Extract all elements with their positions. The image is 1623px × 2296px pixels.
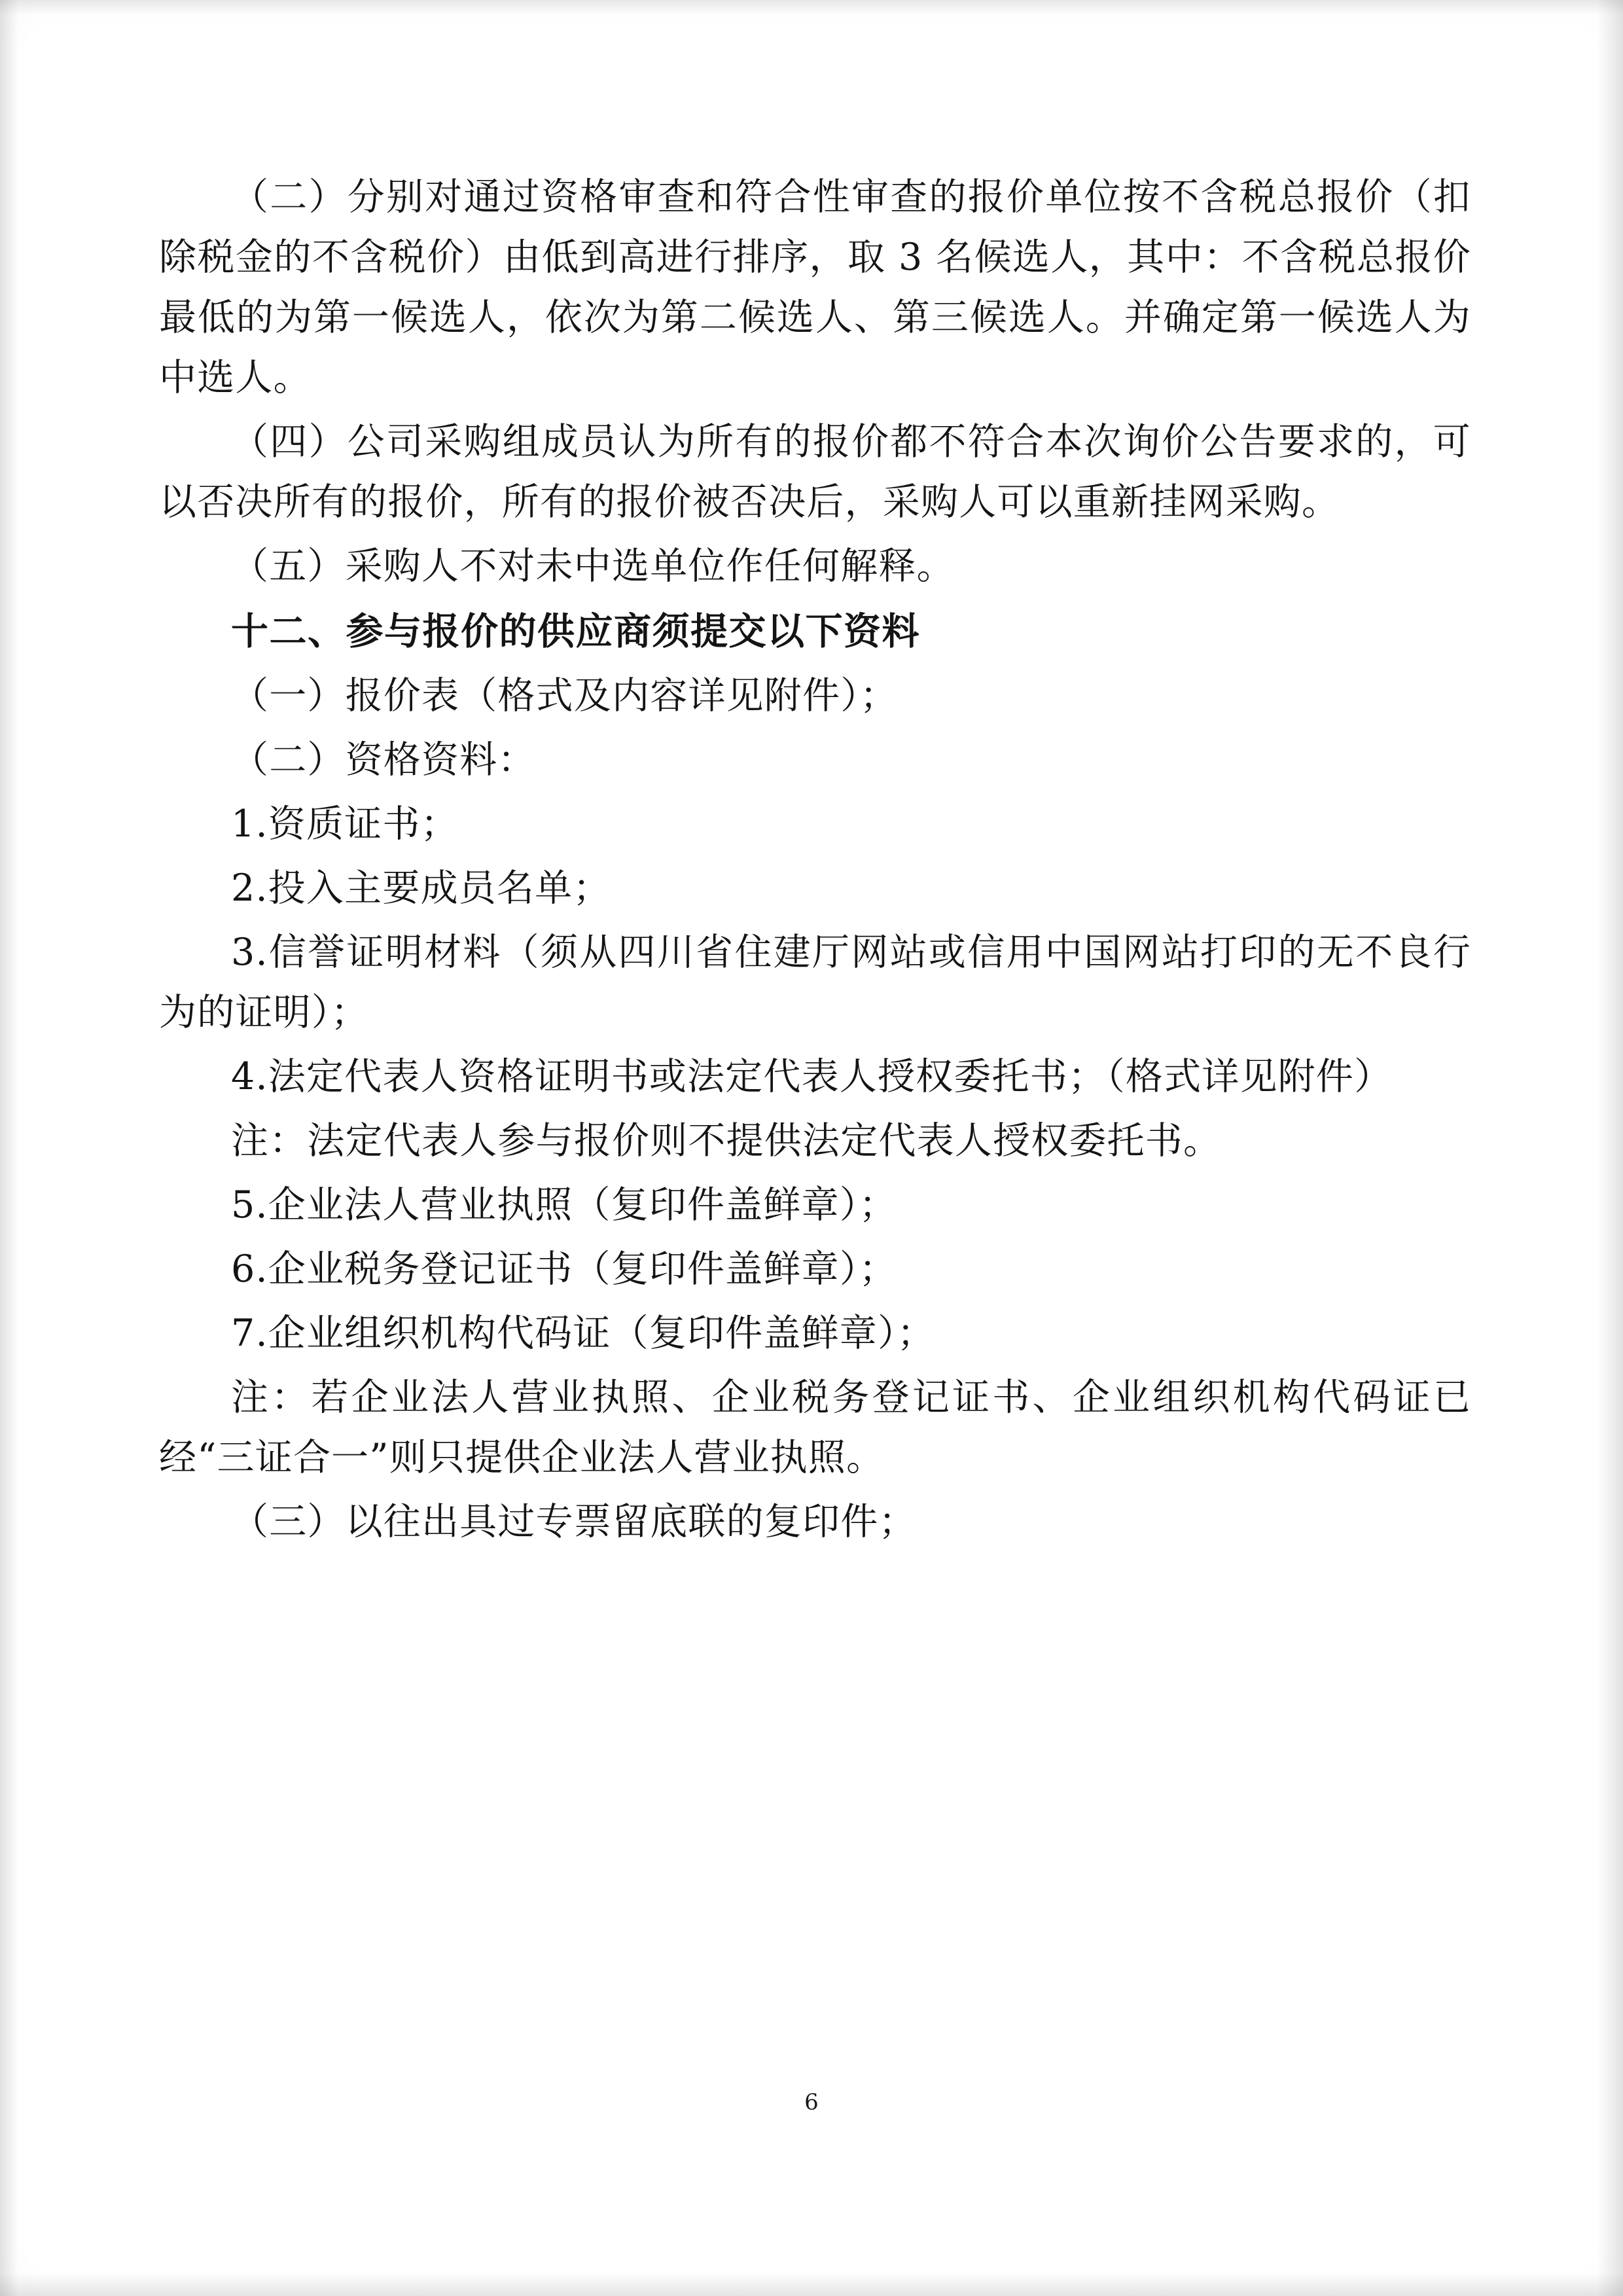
section-heading-required-materials: 十二、参与报价的供应商须提交以下资料 — [231, 609, 920, 653]
list-item-tax-registration: 6.企业税务登记证书（复印件盖鲜章）； — [231, 1247, 897, 1291]
list-item-credit-proof: 3.信誉证明材料（须从四川省住建厅网站或信用中国网站打印的无不良行为的证明）； — [159, 931, 1471, 1034]
page-edge-shadow-left — [0, 0, 18, 2296]
paragraph-no-explanation: （五）采购人不对未中选单位作任何解释。 — [231, 545, 955, 588]
paragraph-evaluation-ranking: （二）分别对通过资格审查和符合性审查的报价单位按不含税总报价（扣除税金的不含税价）由低到高进行排序，取 3 名候选人，其中：不含税总报价最低的为第一候选人，依次为第二候选人、第三候选人。并确定第一候选人为中选人。 — [159, 175, 1471, 399]
page-edge-shadow-right — [1597, 0, 1623, 2296]
document-body — [159, 167, 1471, 1556]
page-number: 6 — [804, 2089, 819, 2115]
page-edge-shadow-bottom — [0, 2272, 1623, 2296]
list-item-legal-representative-authorization: 4.法定代表人资格证明书或法定代表人授权委托书；（格式详见附件） — [231, 1055, 1393, 1098]
note-legal-representative: 注：法定代表人参与报价则不提供法定代表人授权委托书。 — [231, 1119, 1222, 1162]
page-edge-shadow-top — [0, 0, 1623, 14]
paragraph-invoice-copies: （三）以往出具过专票留底联的复印件； — [231, 1500, 917, 1543]
note-three-in-one-certificate: 注：若企业法人营业执照、企业税务登记证书、企业组织机构代码证已经“三证合一”则只提供企业法人营业执照。 — [159, 1376, 1471, 1479]
list-item-business-license: 5.企业法人营业执照（复印件盖鲜章）； — [231, 1183, 897, 1227]
paragraph-quotation-form: （一）报价表（格式及内容详见附件）； — [231, 674, 899, 717]
paragraph-qualification-materials: （二）资格资料： — [231, 738, 536, 781]
list-item-organization-code: 7.企业组织机构代码证（复印件盖鲜章）； — [231, 1312, 935, 1355]
list-item-key-members-list: 2.投入主要成员名单； — [231, 867, 611, 910]
paragraph-reject-all-quotes: （四）公司采购组成员认为所有的报价都不符合本次询价公告要求的，可以否决所有的报价，所有的报价被否决后，采购人可以重新挂网采购。 — [159, 420, 1471, 524]
list-item-qualification-certificate: 1.资质证书； — [231, 802, 459, 846]
